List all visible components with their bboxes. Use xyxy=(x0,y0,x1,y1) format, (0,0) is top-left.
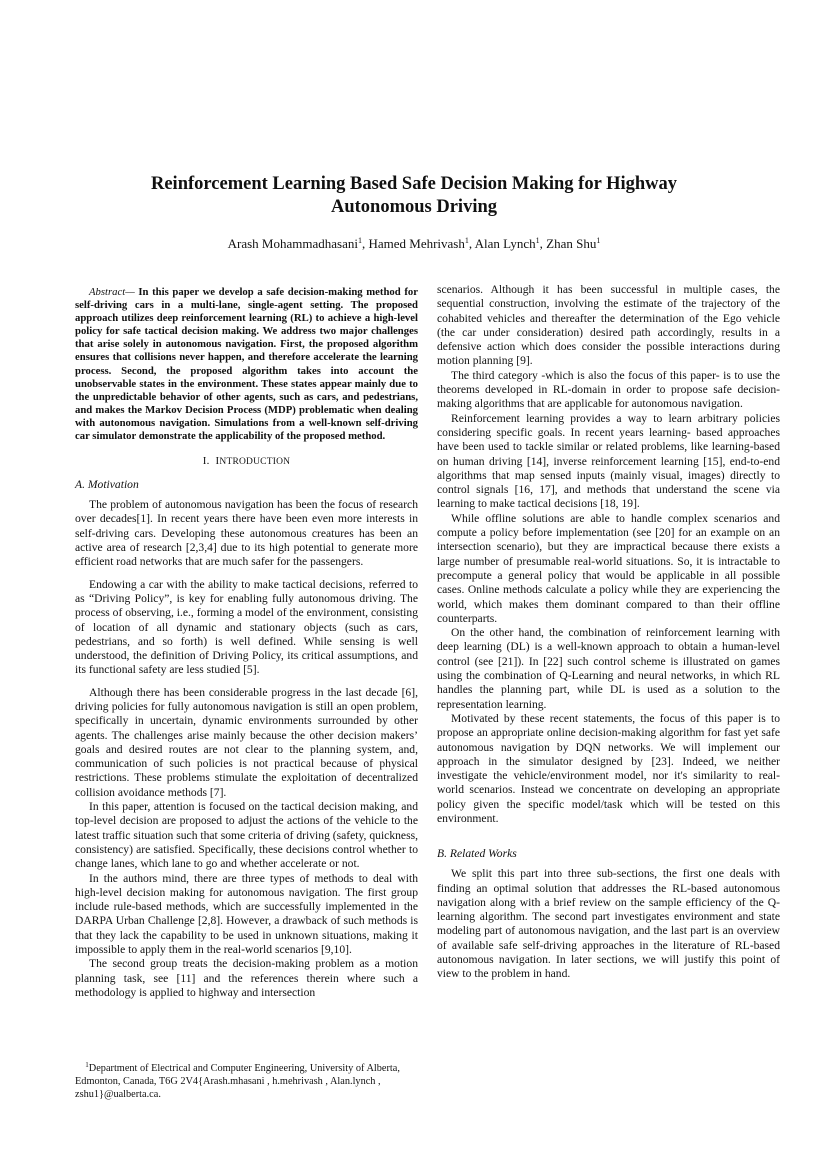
subsection-heading-related-works: B. Related Works xyxy=(437,847,517,861)
title-line-1: Reinforcement Learning Based Safe Decision Making for Highway xyxy=(150,174,678,194)
footnote-mark: 1 xyxy=(85,1061,89,1069)
affiliation-mark: 1 xyxy=(535,236,540,245)
right-column xyxy=(437,283,780,982)
body-paragraph: On the other hand, the combination of reinforcement learning with deep learning (DL) is a well-known approach to obtain a human-level control (see [21]). In [22] such control scheme is illustrated on games using the combination of Q-Learning and neural networks, in which RL handles the planning part, while DL is used as a solution to the representation learning. xyxy=(437,626,780,711)
body-paragraph: We split this part into three sub-sections, the first one deals with finding an optimal solution that addresses the RL-based autonomous navigation along with a brief review on the sample efficiency of the Q-learning algorithm. The second part investigates environment and state modeling part of autonomous navigation, and the last part is an overview of available safe self-driving approaches in the literature of RL-based autonomous navigation. In later sections, we will justify this point of view to the problem in hand. xyxy=(437,867,780,981)
section-title-initial: I xyxy=(215,455,220,468)
body-paragraph: The third category -which is also the focus of this paper- is to use the theorems developed in RL-domain in order to propose safe decision-making algorithms that are applicable for autonomous navigation. xyxy=(437,368,780,411)
body-paragraph: scenarios. Although it has been successful in multiple cases, the sequential construction, involving the estimate of the trajectory of the cohabited vehicles and thereafter the determination of the Ego vehicle (the car under consideration) desired path accordingly, results in a defensive action which does consider the possible interactions during motion planning [9]. xyxy=(437,283,780,368)
affiliation-mark: 1 xyxy=(464,236,469,245)
author-name: Alan Lynch xyxy=(474,236,536,251)
paper-title xyxy=(80,173,748,219)
body-paragraph: The problem of autonomous navigation has been the focus of research over decades[1]. In recent years there have been even more interests in self-driving cars. Developing these autonomous creatures has been an active area of research [2,3,4] due to its high potential to generate more efficient road networks that are much safer for the passengers. xyxy=(75,498,418,569)
body-paragraph: The second group treats the decision-making problem as a motion planning task, see [11] and the references therein where such a methodology is applied to highway and intersection xyxy=(75,957,418,999)
body-paragraph: Endowing a car with the ability to make tactical decisions, referred to as “Driving Policy”, is key for enabling fully autonomous driving. The process of observing, i.e., forming a model of the environment, consisting of location of all dynamic and stationary objects (such as cars, pedestrians, and so forth) is well defined. While sensing is well understood, the definition of Driving Policy, its critical assumptions, and its functional safety are less studied [5]. xyxy=(75,577,418,677)
body-paragraph: Motivated by these recent statements, the focus of this paper is to propose an appropriate online decision-making algorithm for fast yet safe autonomous navigation by DQN networks. We will implement our approach in the simulator designed by [23]. Indeed, we neither investigate the vehicle/environment model, nor it's similarity to real-world scenarios. Instead we concentrate on developing an appropriate policy given the specific model/task which will be tested on this environment. xyxy=(437,711,780,825)
left-column xyxy=(75,286,418,1000)
author-name: Hamed Mehrivash xyxy=(368,236,465,251)
section-heading-introduction xyxy=(75,454,418,469)
section-number: I. xyxy=(202,455,210,468)
author-name: Zhan Shu xyxy=(546,236,597,251)
title-line-2: Autonomous Driving xyxy=(330,197,497,217)
affiliation-footnote xyxy=(75,1059,418,1102)
affiliation-mark: 1 xyxy=(596,236,601,245)
author-name: Arash Mohammadhasani xyxy=(227,236,358,251)
author-list: Arash Mohammadhasani$^1$, Hamed Mehrivash$^1$, Alan Lynch$^1$, Zhan Shu$^1$ xyxy=(227,236,601,251)
footnote-text: Department of Electrical and Computer Engineering, University of Alberta, Edmonton, Canada, T6G 2V4{Arash.mhasani , h.mehrivash , Alan.lynch , zshu1}@ualberta.ca. xyxy=(75,1063,400,1101)
abstract-lead: Abstract— xyxy=(89,286,135,298)
body-paragraph: In this paper, attention is focused on the tactical decision making, and top-level decision are proposed to adjust the actions of the vehicle to the latest traffic situation such that some criteria of driving (safety, quickness, consistency) are satisfied. Specifically, these decisions control whether to change lanes, which lane to go and whether accelerate or not. xyxy=(75,800,418,871)
subsection-heading-motivation: A. Motivation xyxy=(75,478,139,492)
body-paragraph: While offline solutions are able to handle complex scenarios and compute a policy before implementation (see [20] for an example on an intersection scenario), but they are impractical because there exists a large number of presumable real-world situations. So, it is intractable to precompute a general policy that would be applicable in all possible cases. Online methods calculate a policy while they are experiencing the world, which makes them dominant compared to than their offline counterparts. xyxy=(437,511,780,625)
abstract xyxy=(75,286,418,443)
body-paragraph: In the authors mind, there are three types of methods to deal with high-level decision making for autonomous navigation. The first group include rule-based methods, which are successfully implemented in the DARPA Urban Challenge [2,8]. However, a drawback of such methods is that they lack the capability to be used in unknown situations, making it impossible to apply them in the real-world scenarios [9,10]. xyxy=(75,871,418,957)
abstract-body: In this paper we develop a safe decision-making method for self-driving cars in a multi-lane, single-agent setting. The proposed approach utilizes deep reinforcement learning (RL) to achieve a high-level policy for safe tactical decision making. We address two major challenges that arise solely in autonomous navigation. First, the proposed algorithm ensures that collisions never happen, and therefore accelerate the learning process. Second, the proposed algorithm takes into account the unobservable states in the environment. These states appear mainly due to the unpredictable behavior of other agents, such as cars, and pedestrians, and makes the Markov Decision Process (MDP) problematic when dealing with autonomous navigation. Simulations from a well-known self-driving car simulator demonstrate the applicability of the proposed method. xyxy=(75,286,418,443)
section-title-rest: NTRODUCTION xyxy=(219,457,291,468)
body-paragraph: Reinforcement learning provides a way to learn arbitrary policies considering specific goals. In recent years learning- based approaches have been used to tackle similar or related problems, like learning-based on human driving [14], inverse reinforcement learning [15], end-to-end algorithms that map sensed inputs (mainly visual, images) directly to control signals [16, 17], and methods that understand the scene via learning to make tactical decisions [18, 19]. xyxy=(437,411,780,511)
affiliation-mark: 1 xyxy=(357,236,362,245)
body-paragraph: Although there has been considerable progress in the last decade [6], driving policies for fully autonomous navigation is still an open problem, specifically in uncertain, dynamic environments surrounded by other agents. The challenges arise mainly because the other decision makers’ goals and desired routes are not clear to the planning system, and, communication of such policies is not practical because of physical restrictions. These problems stimulate the exploitation of decentralized collision avoidance methods [7]. xyxy=(75,685,418,799)
